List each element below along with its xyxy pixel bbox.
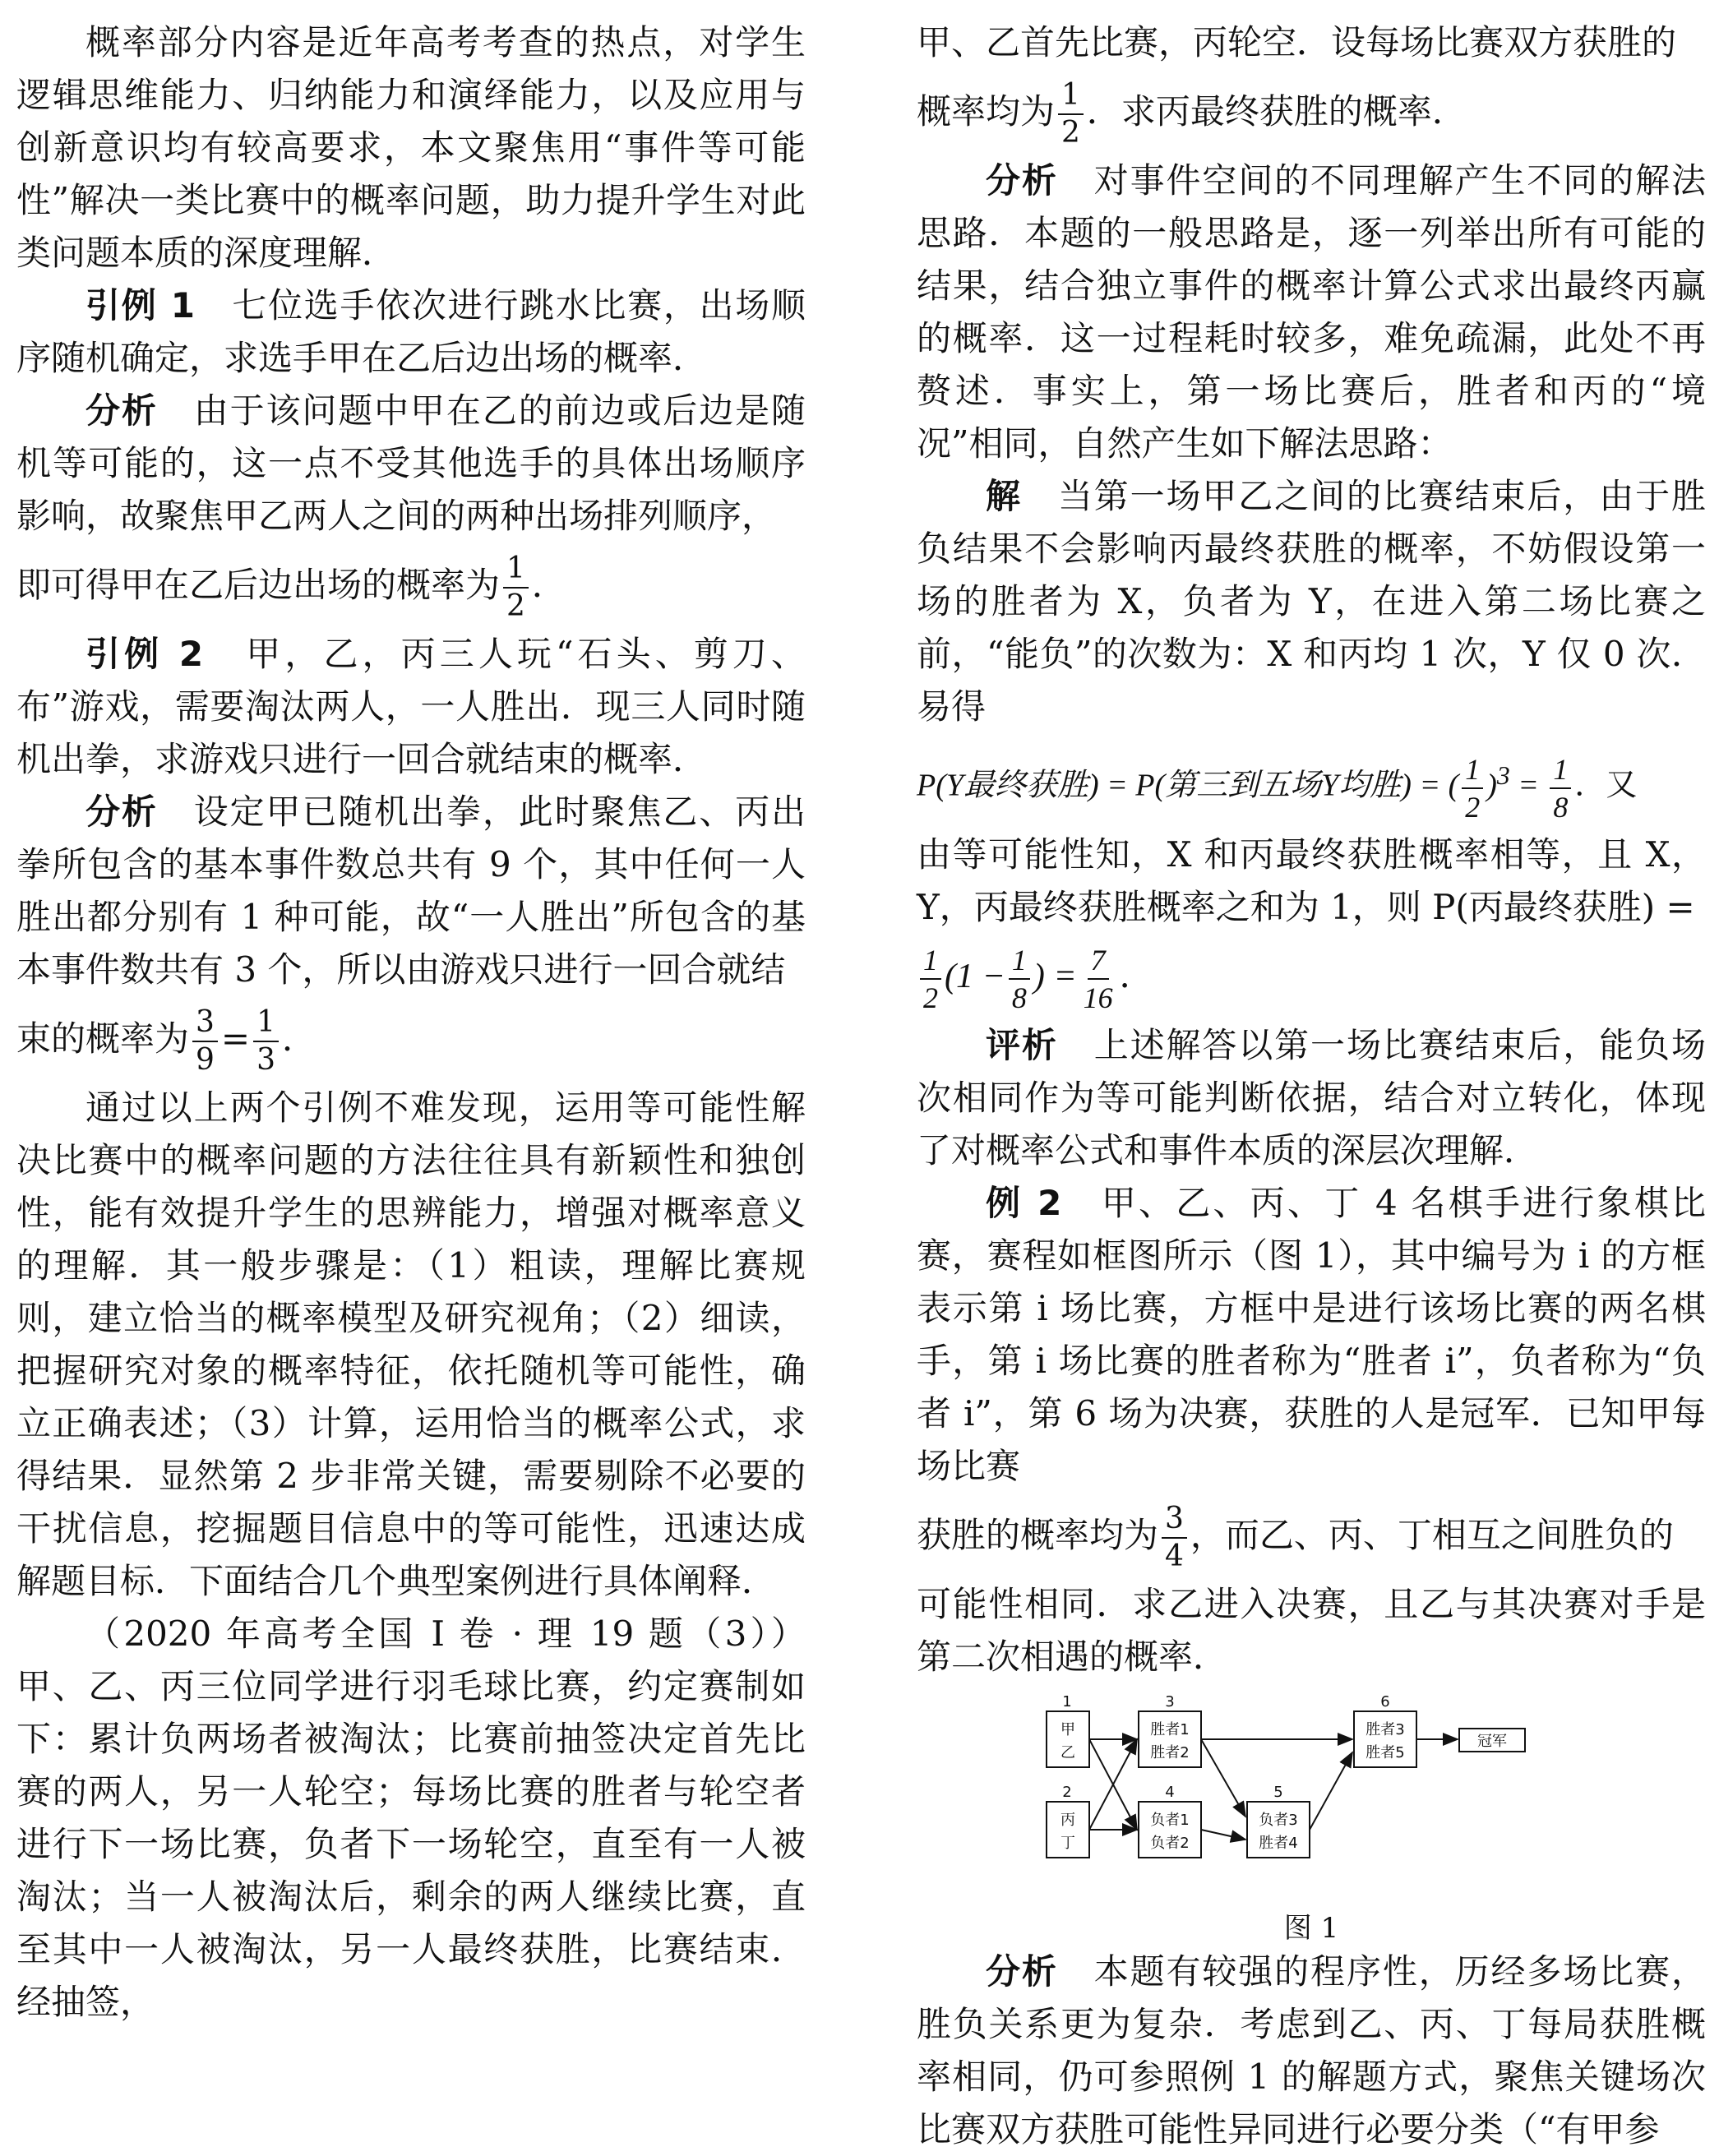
result-text: 即可得甲在乙后边出场的概率为: [16, 565, 501, 605]
summary-paragraph: 通过以上两个引例不难发现，运用等可能性解决比赛中的概率问题的方法往往具有新颖性和独创性，能有效提升学生的思辨能力，增强对概率意义的理解．其一般步骤是：（1）粗读，理解比赛规则，建立恰当的概率模型及研究视角；（2）细读，把握研究对象的概率特征，依托随机等可能性，确立正确表述；（3）计算，运用恰当的概率公式，求得结果．显然第 2 步非常关键，需要剔除不必要的干扰信息，挖掘题目信息中的等可能性，迅速达成解题目标．下面结合几个典型案例进行具体阐释．: [16, 1087, 806, 1601]
numerator: 1: [1550, 751, 1571, 789]
formula-text: (1 −: [945, 957, 1005, 995]
analysis2-paragraph: [917, 1946, 1706, 2156]
numerator: 1: [1058, 77, 1084, 115]
intro-paragraph: 概率部分内容是近年高考考查的热点，对学生逻辑思维能力、归纳能力和演绎能力，以及应用与创新意识均有较高要求，本文聚焦用“事件等可能性”解决一类比赛中的概率问题，助力提升学生对此类问题本质的深度理解．: [16, 22, 806, 273]
example2-text: 甲，乙，丙三人玩“石头、剪刀、布”游戏，需要淘汰两人，一人胜出．现三人同时随机出拳，求游戏只进行一回合就结束的概率．: [16, 634, 806, 779]
probability-text: 获胜的概率均为: [917, 1514, 1159, 1555]
problem-continuation: 甲、乙首先比赛，丙轮空．设每场比赛双方获胜的: [917, 22, 1677, 62]
match4-number: 4: [1165, 1783, 1175, 1801]
analysis-text: 本题有较强的程序性，历经多场比赛，胜负关系更为复杂．考虑到乙、丙、丁每局获胜概率相同，仍可参照例 1 的解题方式，聚焦关键场次比赛双方获胜可能性异同进行必要分类（“有甲参: [917, 1951, 1706, 2149]
period: ．: [1119, 957, 1154, 995]
probability-text: 概率均为: [917, 91, 1056, 132]
denominator: 3: [256, 1043, 276, 1077]
left-column: [16, 16, 806, 2029]
match3-player-b: 胜者2: [1150, 1743, 1190, 1761]
example1-analysis: [16, 385, 806, 542]
analysis-label: 分析: [85, 792, 158, 832]
denominator: 16: [1083, 981, 1113, 1015]
probability-text: ，而乙、丙、丁相互之间胜负的: [1190, 1514, 1674, 1555]
analysis-label: 分析: [85, 390, 158, 431]
example1-text: 七位选手依次进行跳水比赛，出场顺序随机确定，求选手甲在乙后边出场的概率．: [16, 285, 806, 378]
match6-player-a: 胜者3: [1365, 1720, 1405, 1738]
example2-text: 甲、乙、丙、丁 4 名棋手进行象棋比赛，赛程如框图所示（图 1），其中编号为 i 的方框表示第 i 场比赛，方框中是进行该场比赛的两名棋手，第 i 场比赛的胜者称为“胜者 i”，负者称为“负者 i”，第 6 场为决赛，获胜的人是冠军．已知甲每场比赛: [917, 1182, 1706, 1486]
champion-label: 冠军: [1477, 1732, 1507, 1750]
fraction-one-half: [1058, 77, 1084, 151]
formula-text: ) =: [1033, 957, 1077, 995]
fraction-three-quarters: [1162, 1501, 1187, 1575]
tournament-diagram: [917, 1693, 1706, 1899]
denominator: 2: [1061, 116, 1080, 150]
match3-number: 3: [1165, 1692, 1175, 1710]
match5-player-a: 负者3: [1259, 1811, 1298, 1829]
example2-question: 可能性相同．求乙进入决赛，且乙与其决赛对手是第二次相遇的概率．: [917, 1583, 1706, 1677]
match2-player-b: 丁: [1061, 1834, 1075, 1852]
numerator: 1: [1009, 942, 1030, 980]
match4-player-a: 负者1: [1150, 1811, 1190, 1829]
example1-label: 引例 1: [85, 285, 195, 325]
denominator: 4: [1165, 1539, 1184, 1573]
match6-player-b: 胜者5: [1365, 1743, 1405, 1761]
solution-paragraph: [917, 470, 1706, 733]
problem-paragraph: （2020 年高考全国 I 卷 · 理 19 题（3））甲、乙、丙三位同学进行羽毛球比赛，约定赛制如下：累计负两场者被淘汰；比赛前抽签决定首先比赛的两人，另一人轮空；每场比赛的胜者与轮空者进行下一场比赛，负者下一场轮空，直至有一人被淘汰；当一人被淘汰后，剩余的两人继续比赛，直至其中一人被淘汰，另一人最终获胜，比赛结束．经抽签，: [16, 1614, 806, 2022]
fraction-one-eighth: [1550, 751, 1571, 825]
formula-text: ．又: [1574, 768, 1638, 803]
analysis-paragraph: [917, 155, 1706, 470]
formula-text: P(Y最终获胜) = P(第三到五场Y均胜) = (: [917, 768, 1459, 803]
numerator: 7: [1088, 942, 1109, 980]
match6-number: 6: [1380, 1692, 1390, 1710]
question-text: ．求丙最终获胜的概率．: [1086, 91, 1467, 132]
period: ．: [282, 1018, 317, 1059]
period: ．: [531, 565, 566, 605]
equals-sign: =: [1509, 768, 1547, 803]
fraction-one-eighth: [1009, 942, 1030, 1016]
denominator: 8: [1553, 790, 1569, 824]
denominator: 9: [196, 1043, 215, 1077]
fraction-seven-sixteenths: [1080, 942, 1116, 1016]
example2-label: 引例 2: [85, 634, 204, 674]
formula-one: [917, 733, 1706, 829]
numerator: 1: [503, 551, 529, 589]
example2-paragraph: [16, 628, 806, 786]
example2-result: [16, 996, 806, 1082]
match3-player-a: 胜者1: [1150, 1720, 1190, 1738]
numerator: 1: [920, 942, 941, 980]
numerator: 3: [1162, 1501, 1187, 1539]
analysis-label: 分析: [986, 160, 1058, 201]
match5-player-b: 胜者4: [1259, 1834, 1298, 1852]
comment-text: 上述解答以第一场比赛结束后，能负场次相同作为等可能判断依据，结合对立转化，体现了对概率公式和事件本质的深层次理解．: [917, 1024, 1706, 1170]
fraction-one-half: [503, 551, 529, 625]
denominator: 8: [1011, 981, 1027, 1015]
solution-text: 当第一场甲乙之间的比赛结束后，由于胜负结果不会影响丙最终获胜的概率，不妨假设第一场的胜者为 X，负者为 Y，在进入第二场比赛之前，“能负”的次数为：X 和丙均 1 次，Y 仅 0 次．易得: [917, 476, 1706, 727]
numerator: 3: [192, 1004, 218, 1042]
example2-paragraph: [917, 1177, 1706, 1493]
match4-player-b: 负者2: [1150, 1834, 1190, 1852]
match5-number: 5: [1273, 1783, 1283, 1801]
analysis-label: 分析: [986, 1951, 1058, 1992]
fraction-one-half: [1462, 751, 1483, 825]
example1-result: [16, 542, 806, 628]
example2-probability: [917, 1493, 1706, 1578]
analysis-text: 对事件空间的不同理解产生不同的解法思路．本题的一般思路是，逐一列举出所有可能的结果，结合独立事件的概率计算公式求出最终丙赢的概率．这一过程耗时较多，难免疏漏，此处不再赘述．事实上，第一场比赛后，胜者和丙的“境况”相同，自然产生如下解法思路：: [917, 160, 1706, 464]
exponent: 3: [1496, 761, 1510, 790]
problem-probability: [917, 69, 1706, 155]
example2-label: 例 2: [986, 1182, 1062, 1223]
example1-paragraph: [16, 279, 806, 385]
example2-analysis: [16, 786, 806, 996]
denominator: 2: [506, 589, 525, 623]
match2-number: 2: [1062, 1783, 1072, 1801]
numerator: 1: [1462, 751, 1483, 789]
solution-label: 解: [986, 476, 1022, 516]
match1-player-a: 甲: [1061, 1720, 1075, 1738]
comment-paragraph: [917, 1019, 1706, 1177]
fraction-three-ninths: [192, 1004, 218, 1078]
fraction-one-third: [253, 1004, 279, 1078]
denominator: 2: [1465, 790, 1481, 824]
match1-player-b: 乙: [1061, 1743, 1075, 1761]
formula-text: ): [1486, 768, 1497, 803]
figure-caption: 图 1: [1283, 1911, 1339, 1945]
match2-player-a: 丙: [1061, 1811, 1075, 1829]
result-text: 束的概率为: [16, 1018, 190, 1059]
comment-label: 评析: [986, 1024, 1058, 1065]
analysis-text: 由于该问题中甲在乙的前边或后边是随机等可能的，这一点不受其他选手的具体出场顺序影响，故聚焦甲乙两人之间的两种出场排列顺序，: [16, 390, 806, 536]
right-column: [917, 16, 1706, 2156]
solution-continued: 由等可能性知，X 和丙最终获胜概率相等，且 X，Y，丙最终获胜概率之和为 1，则 P(丙最终获胜) =: [917, 833, 1706, 927]
formula-two: [917, 934, 1706, 1019]
numerator: 1: [253, 1004, 279, 1042]
tournament-figure: [917, 1693, 1706, 1946]
denominator: 2: [923, 981, 938, 1015]
match1-number: 1: [1062, 1692, 1072, 1710]
equals-sign: =: [220, 1018, 251, 1059]
analysis-text: 设定甲已随机出拳，此时聚焦乙、丙出拳所包含的基本事件数总共有 9 个，其中任何一人胜出都分别有 1 种可能，故“一人胜出”所包含的基本事件数共有 3 个，所以由游戏只进行一回合就结: [16, 792, 806, 990]
fraction-one-half: [920, 942, 941, 1016]
